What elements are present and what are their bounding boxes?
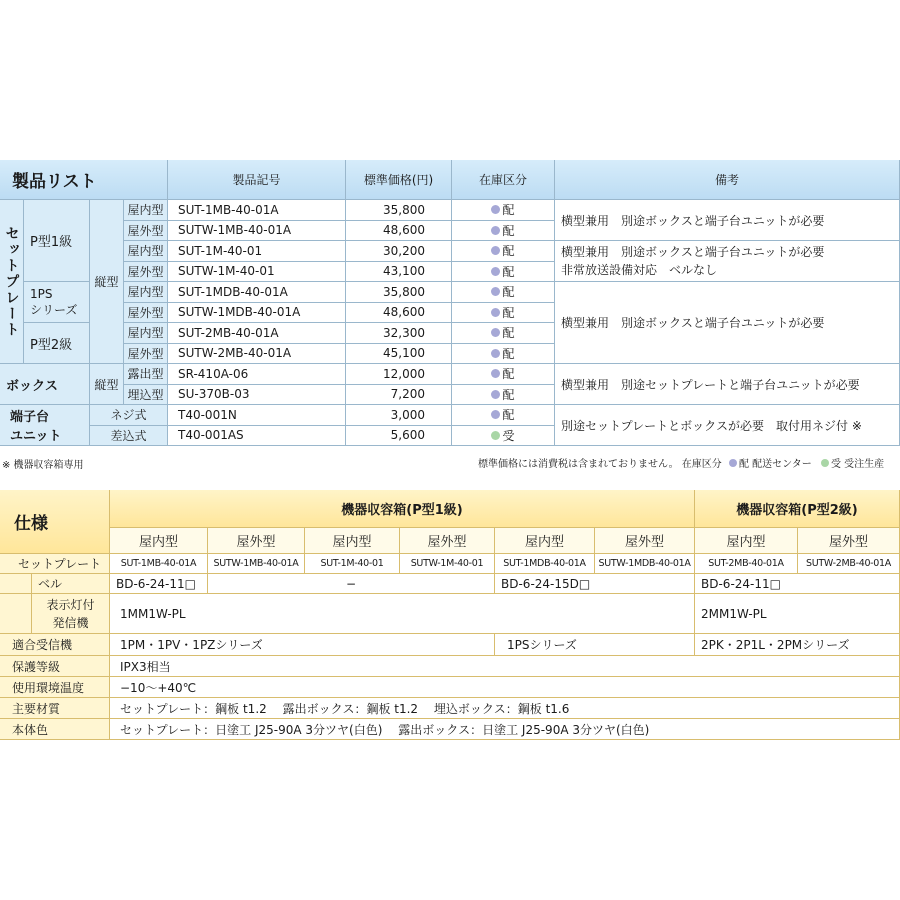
spec-model-3: SUTW-1M-40-01 bbox=[400, 554, 495, 574]
header-price: 標準価格(円) bbox=[346, 160, 452, 200]
note-2: 横型兼用 別途ボックスと端子台ユニットが必要 非常放送設備対応 ベルなし bbox=[555, 241, 900, 282]
row-model: SUTW-2MB-40-01A bbox=[168, 344, 346, 365]
spec-model-0: SUT-1MB-40-01A bbox=[110, 554, 208, 574]
spec-indicator-spacer bbox=[0, 594, 32, 634]
row-stock-label: 配 bbox=[502, 305, 515, 320]
spec-color-label: 本体色 bbox=[0, 719, 110, 740]
spec-temp-label: 使用環境温度 bbox=[0, 677, 110, 698]
row-type: ネジ式 bbox=[90, 405, 168, 426]
spec-bell-3: BD-6-24-15D□ bbox=[495, 574, 695, 594]
row-price: 30,200 bbox=[346, 241, 452, 262]
terminal-label: 端子台 ユニット bbox=[0, 405, 90, 446]
row-model: SUT-1M-40-01 bbox=[168, 241, 346, 262]
spec-model-2: SUT-1M-40-01 bbox=[305, 554, 400, 574]
stock-dot-icon bbox=[491, 287, 500, 296]
legend-dist: 配 配送センター bbox=[738, 459, 812, 470]
row-model: SUT-1MB-40-01A bbox=[168, 200, 346, 221]
stock-dot-icon bbox=[491, 205, 500, 214]
row-price: 7,200 bbox=[346, 385, 452, 406]
product-list-table bbox=[0, 160, 900, 456]
row-type: 屋外型 bbox=[124, 303, 168, 324]
row-model: SUT-1MDB-40-01A bbox=[168, 282, 346, 303]
row-stock bbox=[452, 344, 555, 365]
row-type: 屋内型 bbox=[124, 200, 168, 221]
row-price: 35,800 bbox=[346, 282, 452, 303]
spec-indicator-label: 表示灯付 発信機 bbox=[32, 594, 110, 634]
row-price: 12,000 bbox=[346, 364, 452, 385]
order-dot-icon bbox=[821, 459, 829, 467]
stock-dot-icon bbox=[491, 308, 500, 317]
row-price: 48,600 bbox=[346, 303, 452, 324]
row-stock-label: 配 bbox=[502, 244, 515, 259]
spec-temp-value: −10〜+40℃ bbox=[110, 677, 900, 698]
row-model: SUTW-1M-40-01 bbox=[168, 262, 346, 283]
footnote-left: ※ 機器収容箱専用 bbox=[2, 460, 84, 471]
spec-color-value: セットプレート：日塗工 J25-90A 3分ツヤ(白色) 露出ボックス：日塗工 J25-90A 3分ツヤ(白色) bbox=[110, 719, 900, 740]
spec-indicator-1: 1MM1W-PL bbox=[110, 594, 695, 634]
spec-type-6: 屋内型 bbox=[695, 528, 798, 554]
row-price: 43,100 bbox=[346, 262, 452, 283]
spec-type-4: 屋内型 bbox=[495, 528, 595, 554]
spec-table bbox=[0, 490, 900, 740]
note-4: 横型兼用 別途セットプレートと端子台ユニットが必要 bbox=[555, 364, 900, 405]
spec-bell-2: − bbox=[208, 574, 495, 594]
row-price: 3,000 bbox=[346, 405, 452, 426]
stock-dot-icon bbox=[491, 267, 500, 276]
spec-group-2: 機器収容箱(P型2級) bbox=[695, 490, 900, 528]
dist-dot-icon bbox=[729, 459, 737, 467]
spec-title: 仕様 bbox=[0, 490, 110, 554]
row-stock bbox=[452, 405, 555, 426]
spec-bell-spacer bbox=[0, 574, 32, 594]
spec-receiver-label: 適合受信機 bbox=[0, 634, 110, 656]
row-model: SU-370B-03 bbox=[168, 385, 346, 406]
row-stock-label: 配 bbox=[502, 285, 515, 300]
spec-type-5: 屋外型 bbox=[595, 528, 695, 554]
spec-bell-4: BD-6-24-11□ bbox=[695, 574, 900, 594]
row-stock bbox=[452, 323, 555, 344]
spec-model-1: SUTW-1MB-40-01A bbox=[208, 554, 305, 574]
row-model: SR-410A-06 bbox=[168, 364, 346, 385]
set-plate-label: セットプレート bbox=[0, 200, 24, 364]
spec-model-6: SUT-2MB-40-01A bbox=[695, 554, 798, 574]
row-stock bbox=[452, 364, 555, 385]
stock-dot-icon bbox=[491, 349, 500, 358]
spec-receiver-1: 1PM・1PV・1PZシリーズ bbox=[110, 634, 495, 656]
spec-indicator-2: 2MM1W-PL bbox=[695, 594, 900, 634]
row-stock-label: 配 bbox=[502, 203, 515, 218]
row-type: 露出型 bbox=[124, 364, 168, 385]
stock-dot-icon bbox=[491, 410, 500, 419]
spec-type-7: 屋外型 bbox=[798, 528, 900, 554]
row-stock bbox=[452, 282, 555, 303]
row-type: 屋内型 bbox=[124, 323, 168, 344]
footnote-price-note: 標準価格には消費税は含まれておりません。 在庫区分 bbox=[478, 459, 722, 470]
row-stock bbox=[452, 426, 555, 447]
row-stock bbox=[452, 303, 555, 324]
row-price: 48,600 bbox=[346, 221, 452, 242]
row-model: T40-001AS bbox=[168, 426, 346, 447]
box-label: ボックス bbox=[0, 364, 90, 405]
row-price: 5,600 bbox=[346, 426, 452, 447]
spec-receiver-2: 1PSシリーズ bbox=[495, 634, 695, 656]
row-stock-label: 配 bbox=[502, 264, 515, 279]
vertical-label: 縦型 bbox=[90, 200, 124, 364]
note-1: 横型兼用 別途ボックスと端子台ユニットが必要 bbox=[555, 200, 900, 241]
row-stock-label: 受 bbox=[502, 428, 515, 443]
spec-type-3: 屋外型 bbox=[400, 528, 495, 554]
spec-type-2: 屋内型 bbox=[305, 528, 400, 554]
row-model: SUTW-1MDB-40-01A bbox=[168, 303, 346, 324]
row-price: 32,300 bbox=[346, 323, 452, 344]
p2-label: P型2級 bbox=[24, 323, 90, 364]
row-model: T40-001N bbox=[168, 405, 346, 426]
spec-protection-label: 保護等級 bbox=[0, 656, 110, 677]
row-stock-label: 配 bbox=[502, 367, 515, 382]
box-vertical-label: 縦型 bbox=[90, 364, 124, 405]
spec-receiver-3: 2PK・2P1L・2PMシリーズ bbox=[695, 634, 900, 656]
spec-model-4: SUT-1MDB-40-01A bbox=[495, 554, 595, 574]
stock-dot-icon bbox=[491, 226, 500, 235]
row-type: 差込式 bbox=[90, 426, 168, 447]
spec-bell-label: ベル bbox=[32, 574, 110, 594]
product-list-title: 製品リスト bbox=[0, 160, 168, 200]
stock-dot-icon bbox=[491, 431, 500, 440]
stock-dot-icon bbox=[491, 390, 500, 399]
row-type: 屋内型 bbox=[124, 282, 168, 303]
row-stock-label: 配 bbox=[502, 223, 515, 238]
row-model: SUT-2MB-40-01A bbox=[168, 323, 346, 344]
note-3: 横型兼用 別途ボックスと端子台ユニットが必要 bbox=[555, 282, 900, 364]
spec-protection-value: IPX3相当 bbox=[110, 656, 900, 677]
row-stock-label: 配 bbox=[502, 326, 515, 341]
spec-set-plate-label: セットプレート bbox=[0, 554, 110, 574]
row-price: 45,100 bbox=[346, 344, 452, 365]
legend-order: 受 受注生産 bbox=[830, 459, 885, 470]
row-stock bbox=[452, 385, 555, 406]
stock-dot-icon bbox=[491, 369, 500, 378]
spec-material-label: 主要材質 bbox=[0, 698, 110, 719]
row-stock-label: 配 bbox=[502, 346, 515, 361]
row-stock bbox=[452, 241, 555, 262]
row-price: 35,800 bbox=[346, 200, 452, 221]
row-stock-label: 配 bbox=[502, 387, 515, 402]
row-type: 屋外型 bbox=[124, 344, 168, 365]
row-type: 屋内型 bbox=[124, 241, 168, 262]
spec-group-1: 機器収容箱(P型1級) bbox=[110, 490, 695, 528]
stock-dot-icon bbox=[491, 328, 500, 337]
row-model: SUTW-1MB-40-01A bbox=[168, 221, 346, 242]
spec-model-7: SUTW-2MB-40-01A bbox=[798, 554, 900, 574]
row-stock bbox=[452, 200, 555, 221]
p1-label: P型1級 bbox=[24, 200, 90, 282]
spec-bell-1: BD-6-24-11□ bbox=[110, 574, 208, 594]
row-stock bbox=[452, 221, 555, 242]
row-type: 屋外型 bbox=[124, 262, 168, 283]
row-stock bbox=[452, 262, 555, 283]
note-5: 別途セットプレートとボックスが必要 取付用ネジ付 ※ bbox=[555, 405, 900, 446]
spec-model-5: SUTW-1MDB-40-01A bbox=[595, 554, 695, 574]
header-notes: 備考 bbox=[555, 160, 900, 200]
spec-type-0: 屋内型 bbox=[110, 528, 208, 554]
spec-material-value: セットプレート：鋼板 t1.2 露出ボックス：鋼板 t1.2 埋込ボックス：鋼板 t1.6 bbox=[110, 698, 900, 719]
row-type: 埋込型 bbox=[124, 385, 168, 406]
stock-dot-icon bbox=[491, 246, 500, 255]
ps1-label: 1PS シリーズ bbox=[24, 282, 90, 323]
header-model: 製品記号 bbox=[168, 160, 346, 200]
header-stock: 在庫区分 bbox=[452, 160, 555, 200]
footnote-right bbox=[478, 455, 884, 470]
spec-type-1: 屋外型 bbox=[208, 528, 305, 554]
row-stock-label: 配 bbox=[502, 408, 515, 423]
row-type: 屋外型 bbox=[124, 221, 168, 242]
